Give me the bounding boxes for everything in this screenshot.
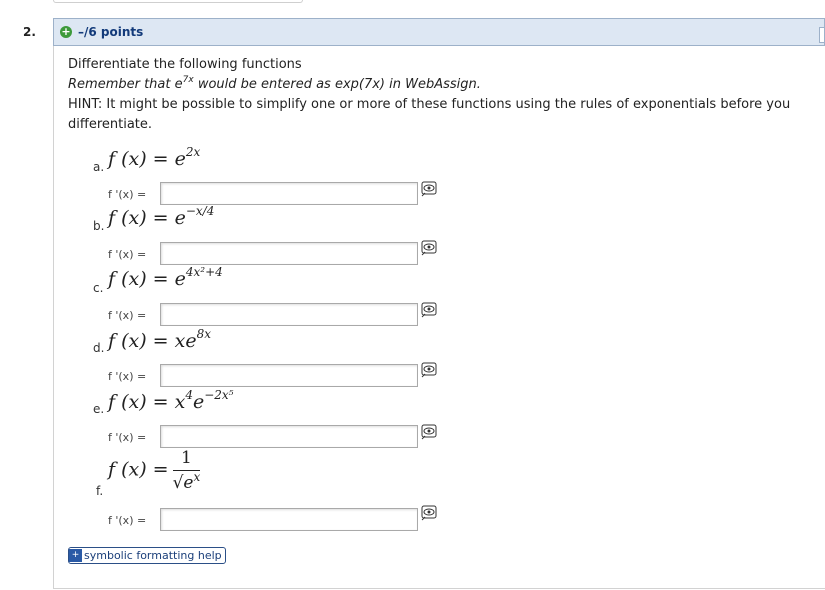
part-c-answer-input[interactable] bbox=[160, 303, 418, 326]
part-b-answer-input[interactable] bbox=[160, 242, 418, 265]
prompt-hint-cont: differentiate. bbox=[68, 117, 153, 132]
prompt-remember: Remember that $e^{7x}$ would be entered as exp(7x) in WebAssign. bbox=[68, 75, 481, 92]
preview-icon[interactable] bbox=[421, 240, 437, 256]
prompt-title: Differentiate the following functions bbox=[68, 57, 302, 72]
preview-icon[interactable] bbox=[421, 362, 437, 378]
part-d-letter: d. bbox=[93, 341, 105, 355]
part-a-answer-label: f '(x) = bbox=[108, 188, 147, 201]
symbolic-help-label: symbolic formatting help bbox=[84, 549, 222, 562]
part-b-letter: b. bbox=[93, 219, 105, 233]
part-f-answer-label: f '(x) = bbox=[108, 514, 147, 527]
header-tab-edge bbox=[819, 27, 824, 43]
previous-question-edge bbox=[53, 0, 303, 3]
part-a-function: f $(x) = e^{2x}$ bbox=[108, 145, 201, 170]
part-e-answer-input[interactable] bbox=[160, 425, 418, 448]
question-number: 2. bbox=[23, 25, 36, 39]
part-c-function: f $(x) = e^{4x^2+4}$ bbox=[108, 265, 223, 290]
fraction: $\frac{1}{√e^x}$ bbox=[172, 448, 201, 493]
part-f-answer-input[interactable] bbox=[160, 508, 418, 531]
part-a-answer-input[interactable] bbox=[160, 182, 418, 205]
part-a-letter: a. bbox=[93, 160, 105, 174]
part-b-answer-label: f '(x) = bbox=[108, 248, 147, 261]
plus-icon[interactable]: + bbox=[61, 25, 71, 38]
part-e-letter: e. bbox=[93, 402, 105, 416]
part-f-letter: f. bbox=[96, 484, 104, 498]
part-c-letter: c. bbox=[93, 281, 104, 295]
part-e-function: f $(x) = x^4e^{-2x^5}$ bbox=[108, 388, 234, 413]
part-d-function: f $(x) = xe^{8x}$ bbox=[108, 327, 211, 352]
preview-icon[interactable] bbox=[421, 302, 437, 318]
question-header bbox=[53, 18, 825, 46]
part-c-answer-label: f '(x) = bbox=[108, 309, 147, 322]
preview-icon[interactable] bbox=[421, 181, 437, 197]
preview-icon[interactable] bbox=[421, 505, 437, 521]
part-d-answer-input[interactable] bbox=[160, 364, 418, 387]
symbolic-formatting-help-button[interactable] bbox=[68, 547, 226, 564]
part-e-answer-label: f '(x) = bbox=[108, 431, 147, 444]
part-f-function: f (x) = $\frac{1}{√e^x}$ bbox=[108, 448, 201, 493]
part-d-answer-label: f '(x) = bbox=[108, 370, 147, 383]
part-b-function: f $(x) = e^{-x/4}$ bbox=[108, 204, 215, 229]
points-label: –/6 points bbox=[78, 25, 144, 39]
prompt-hint: HINT: It might be possible to simplify one or more of these functions using the rules of exponentials before you bbox=[68, 97, 791, 112]
preview-icon[interactable] bbox=[421, 424, 437, 440]
symbolic-help-icon: + bbox=[69, 549, 82, 562]
